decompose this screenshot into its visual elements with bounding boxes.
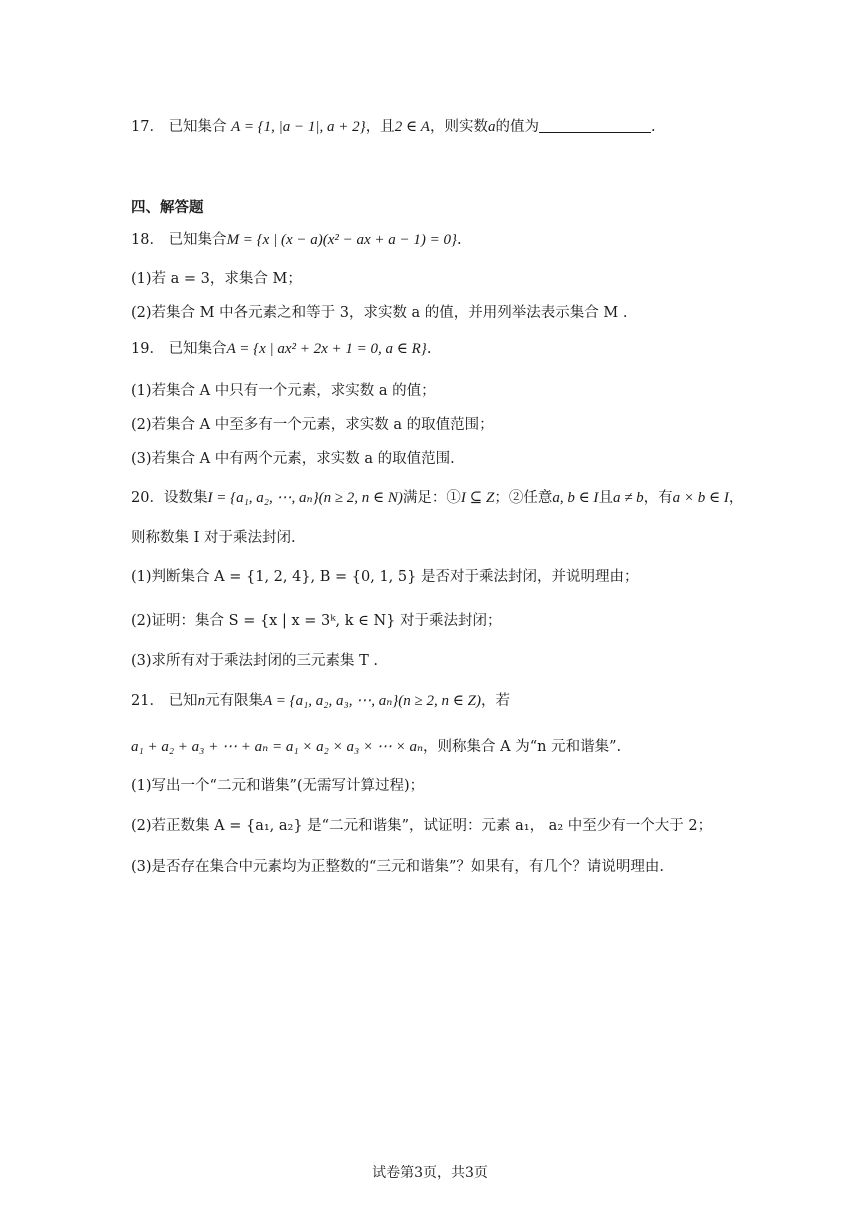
question-20-stem [131,488,744,508]
question-text: 且 [598,490,613,506]
question-17 [131,117,731,137]
math-expression: M = {x | (x − a)(x² − ax + a − 1) = 0} [226,232,458,248]
question-text: ，则称集合 A 为“n 元和谐集”. [423,739,622,755]
question-21-part-1: (1)写出一个“二元和谐集”(无需写计算过程)； [131,778,425,794]
question-text: 满足：① [402,490,461,506]
question-text: 元有限集 [205,693,264,709]
question-text: . [457,232,462,248]
question-number: 18． [131,232,164,248]
question-21-part-3: (3)是否存在集合中元素均为正整数的“三元和谐集”？如果有，有几个？请说明理由. [131,859,664,875]
question-21-part-2: (2)若正数集 A = {a₁, a₂} 是“二元和谐集”，试证明：元素 a₁， a₂ 中至少有一个大于 2； [131,818,713,834]
math-expression: A = {1, |a − 1|, a + 2} [231,119,366,135]
section-heading: 四、解答题 [131,199,204,216]
question-text: ，则实数 [429,119,488,135]
question-18-part-2: (2)若集合 M 中各元素之和等于 3，求实数 a 的值，并用列举法表示集合 M . [131,305,628,321]
question-text: ，且 [365,119,395,135]
math-expression: a, b ∈ I [552,490,599,506]
question-21-stem-continued [131,737,731,757]
question-text: 已知 [168,693,198,709]
question-19-part-2: (2)若集合 A 中至多有一个元素，求实数 a 的取值范围； [131,417,494,433]
question-text: 的值为 [495,119,539,135]
math-expression: a × b ∈ I [672,490,729,506]
question-18-part-1: (1)若 a = 3，求集合 M； [131,271,302,287]
question-text: ，有 [643,490,673,506]
math-expression: a₁ + a₂ + a₃ + ⋯ + aₙ = a₁ × a₂ × a₃ × ⋯ × aₙ [131,739,424,755]
math-expression: A = {x | ax² + 2x + 1 = 0, a ∈ R} [226,341,427,357]
math-variable: n [197,693,206,709]
question-text: . [650,119,656,135]
question-number: 20． [131,490,164,506]
question-19-part-3: (3)若集合 A 中有两个元素，求实数 a 的取值范围. [131,451,455,467]
question-20-part-3: (3)求所有对于乘法封闭的三元素集 T . [131,653,379,669]
question-20-stem-continued: 则称数集 I 对于乘法封闭. [131,530,296,546]
math-expression: I = {a₁, a₂, ⋯, aₙ}(n ≥ 2, n ∈ N) [207,490,403,506]
question-text: ， [728,490,744,506]
question-text: 已知集合 [168,341,227,357]
question-text: ；②任意 [494,490,553,506]
question-text: 设数集 [163,490,208,506]
question-number: 19． [131,341,164,357]
question-number: 21． [131,693,164,709]
question-21-stem [131,691,731,711]
question-text: . [426,341,432,357]
math-expression: 2 ∈ A [394,119,430,135]
question-18-stem [131,230,731,250]
question-number: 17． [131,119,164,135]
question-19-stem [131,339,731,359]
answer-blank[interactable] [539,117,651,133]
math-variable: a [487,119,496,135]
math-expression: I ⊆ Z [460,490,495,506]
question-text: 已知集合 [168,232,227,248]
question-19-part-1: (1)若集合 A 中只有一个元素，求实数 a 的值； [131,383,436,399]
math-expression: A = {a₁, a₂, a₃, ⋯, aₙ}(n ≥ 2, n ∈ Z) [263,693,481,709]
question-20-part-2: (2)证明：集合 S = {x | x = 3ᵏ, k ∈ N} 对于乘法封闭； [131,613,502,629]
question-text: 已知集合 [168,119,227,135]
question-20-part-1: (1)判断集合 A = {1, 2, 4}, B = {0, 1, 5} 是否对于乘法封闭，并说明理由； [131,569,639,585]
page-footer: 试卷第3页，共3页 [372,1165,488,1181]
math-expression: a ≠ b [612,490,644,506]
question-text: ，若 [480,693,510,709]
